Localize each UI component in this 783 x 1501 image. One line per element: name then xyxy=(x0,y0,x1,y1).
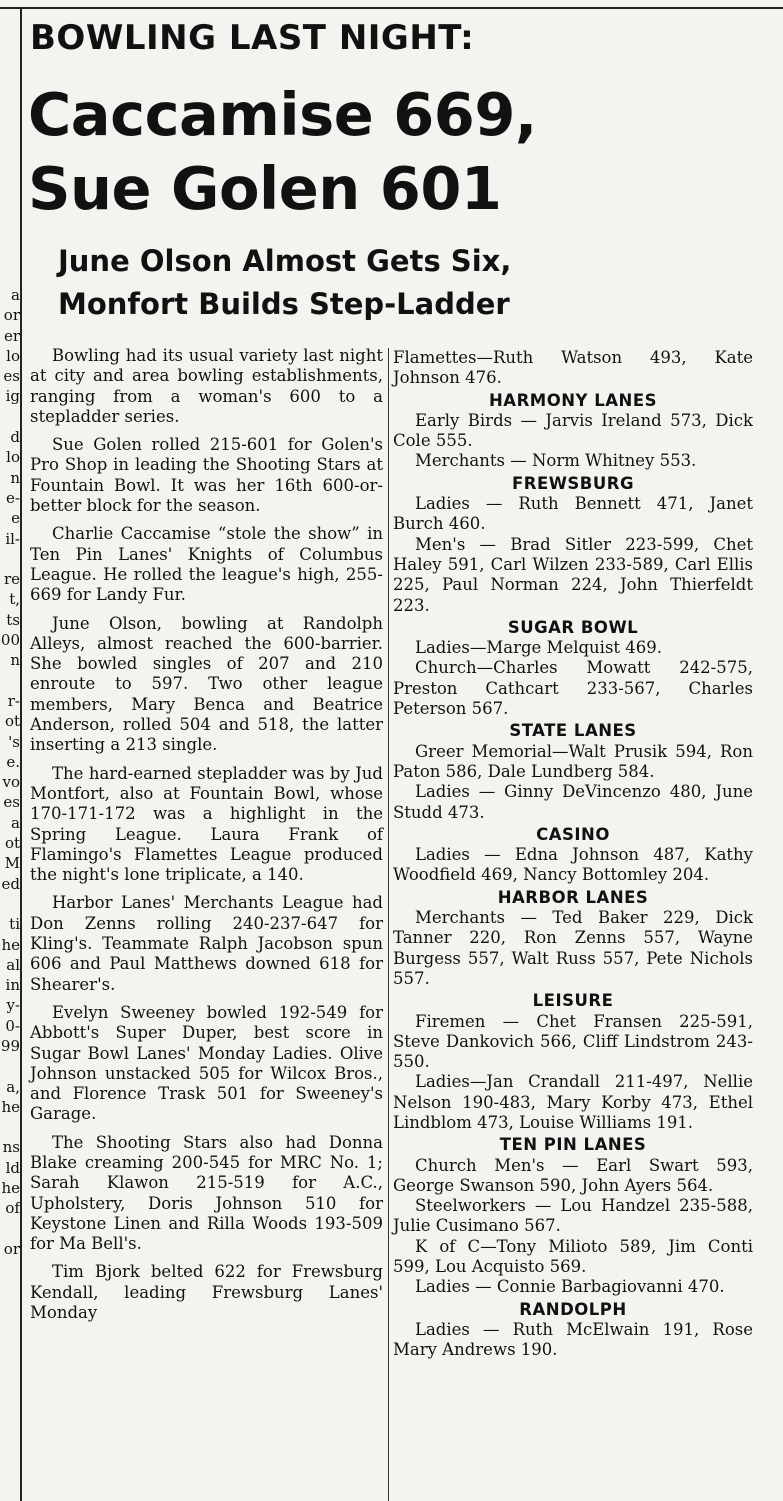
fragment-text: a xyxy=(11,813,20,832)
fragment-text: 0- xyxy=(5,1016,20,1035)
fragment-text: 00 xyxy=(0,631,20,650)
fragment-text xyxy=(0,1056,20,1076)
section-heading: TEN PIN LANES xyxy=(499,1135,647,1155)
fragment-text: es xyxy=(3,793,20,812)
fragment-text: 's xyxy=(8,732,20,751)
fragment-text: d xyxy=(10,428,20,447)
fragment-text xyxy=(0,671,20,691)
fragment-text: a xyxy=(11,286,20,304)
fragment-text xyxy=(0,1219,20,1239)
subheadline-line: June Olson Almost Gets Six, xyxy=(58,244,512,278)
section-heading: FREWSBURG xyxy=(511,473,635,493)
fragment-text: il- xyxy=(5,529,20,548)
fragment-text xyxy=(0,549,20,569)
results-line: Early Birds — Jarvis Ireland 573, Dick Cole 555. xyxy=(393,410,753,451)
results-line: Greer Memorial—Walt Prusik 594, Ron Paton 586, Dale Lundberg 584. xyxy=(393,741,753,781)
fragment-text: or xyxy=(3,1239,20,1258)
fragment-text: n xyxy=(10,651,20,670)
fragment-text: of xyxy=(5,1199,20,1218)
fragment-text: vo xyxy=(2,773,20,792)
fragment-text: es xyxy=(3,367,20,386)
fragment-text: ti xyxy=(9,915,20,934)
results-line: Firemen — Chet Fransen 225-591, Steve Dankovich 566, Cliff Lindstrom 243-550. xyxy=(393,1011,753,1072)
column-rule xyxy=(20,9,22,1501)
article-paragraph: Harbor Lanes' Merchants League had Don Zenns rolling 240-237-647 for Kling's. Teammate Ralph Jacobson spun 606 and Paul Matthews downed 618 for Shearer's. xyxy=(30,893,383,994)
article-paragraph: Tim Bjork belted 622 for Frewsburg Kendall, leading Frewsburg Lanes' Monday xyxy=(30,1262,383,1323)
fragment-text: y- xyxy=(6,996,20,1015)
fragment-text: ot xyxy=(4,712,20,731)
section-heading: LEISURE xyxy=(532,991,614,1011)
fragment-text: lo xyxy=(6,448,20,467)
subheadline xyxy=(58,240,511,326)
results-line: Ladies—Jan Crandall 211-497, Nellie Nelson 190-483, Mary Korby 473, Ethel Lindblom 473, Louise Williams 191. xyxy=(393,1072,753,1132)
fragment-text: ts xyxy=(6,610,20,629)
fragment-text: e. xyxy=(6,752,20,771)
article-paragraph: Bowling had its usual variety last night at city and area bowling establishments, ranging from a woman's 600 to a stepladder series. xyxy=(30,346,383,426)
fragment-text: r- xyxy=(7,691,20,710)
article-column-1 xyxy=(30,346,383,1323)
section-heading: RANDOLPH xyxy=(519,1299,627,1319)
fragment-text: t, xyxy=(9,590,20,609)
fragment-text: ns xyxy=(2,1138,20,1157)
fragment-text: e- xyxy=(6,488,20,507)
fragment-text: lo xyxy=(6,346,20,365)
fragment-text: he xyxy=(1,1179,20,1198)
adjacent-column-fragments xyxy=(0,285,20,1259)
fragment-text: M xyxy=(4,854,20,873)
fragment-text: he xyxy=(1,1097,20,1116)
fragment-text: he xyxy=(1,935,20,954)
fragment-text xyxy=(0,894,20,914)
results-line: Ladies—Marge Melquist 469. xyxy=(415,638,663,658)
fragment-text: a, xyxy=(6,1077,20,1096)
article-paragraph: Sue Golen rolled 215-601 for Golen's Pro Shop in leading the Shooting Stars at Fountain Bowl. It was her 16th 600-or-better block for the season. xyxy=(30,435,383,516)
fragment-text: ig xyxy=(5,387,20,406)
results-line: Ladies — Ruth Bennett 471, Janet Burch 460. xyxy=(393,494,753,534)
results-line: Ladies — Ruth McElwain 191, Rose Mary Andrews 190. xyxy=(393,1319,753,1360)
results-line: K of C—Tony Milioto 589, Jim Conti 599, Lou Acquisto 569. xyxy=(393,1236,753,1277)
fragment-text: ed xyxy=(1,874,20,893)
results-line: Ladies — Ginny DeVincenzo 480, June Studd 473. xyxy=(393,782,753,822)
fragment-text: er xyxy=(3,326,20,345)
fragment-text: ot xyxy=(4,834,20,853)
article-paragraph: Evelyn Sweeney bowled 192-549 for Abbott's Super Duper, best score in Sugar Bowl Lanes' Monday Ladies. Olive Johnson unstacked 505 for Wilcox Bros., and Florence Trask 501 for Sweeney's Garage. xyxy=(30,1002,383,1124)
fragment-text: n xyxy=(10,468,20,487)
fragment-text xyxy=(0,407,20,427)
section-heading: SUGAR BOWL xyxy=(507,617,639,637)
headline xyxy=(28,78,537,226)
fragment-text: or xyxy=(3,306,20,325)
results-line: Men's — Brad Sitler 223-599, Chet Haley 591, Carl Wilzen 233-589, Carl Ellis 225, Paul Norman 224, John Thierfeldt 223. xyxy=(393,534,753,615)
results-line: Ladies — Edna Johnson 487, Kathy Woodfield 469, Nancy Bottomley 204. xyxy=(393,845,753,885)
section-heading: CASINO xyxy=(536,824,610,844)
article-paragraph: The hard-earned stepladder was by Jud Montfort, also at Fountain Bowl, whose 170-171-172 was a highlight in the Spring League. Laura Frank of Flamingo's Flamettes League produced the night's lone triplicate, a 140. xyxy=(30,763,383,885)
article-paragraph: Charlie Caccamise “stole the show” in Ten Pin Lanes' Knights of Columbus League. He rolled the league's high, 255-669 for Landy Fur. xyxy=(30,524,383,605)
results-line: Merchants — Norm Whitney 553. xyxy=(415,451,697,471)
results-line: Merchants — Ted Baker 229, Dick Tanner 220, Ron Zenns 557, Wayne Burgess 557, Walt Russ 557, Pete Nichols 557. xyxy=(393,908,753,988)
section-heading: HARBOR LANES xyxy=(497,887,649,907)
results-line: Steelworkers — Lou Handzel 235-588, Julie Cusimano 567. xyxy=(393,1196,753,1236)
results-line: Flamettes—Ruth Watson 493, Kate Johnson 476. xyxy=(393,348,753,388)
article-column-2 xyxy=(393,348,753,1361)
kicker: BOWLING LAST NIGHT: xyxy=(30,18,475,58)
fragment-text: al xyxy=(6,955,20,974)
section-heading: STATE LANES xyxy=(509,721,637,741)
subheadline-line: Monfort Builds Step-Ladder xyxy=(58,287,510,321)
headline-line: Sue Golen 601 xyxy=(28,154,502,223)
fragment-text xyxy=(0,1117,20,1137)
column-divider xyxy=(388,348,389,1501)
headline-line: Caccamise 669, xyxy=(28,80,537,149)
results-line: Church Men's — Earl Swart 593, George Swanson 590, John Ayers 564. xyxy=(393,1155,753,1195)
fragment-text: e xyxy=(11,509,20,528)
results-line: Ladies — Connie Barbagiovanni 470. xyxy=(415,1277,725,1297)
fragment-text: ld xyxy=(5,1158,20,1177)
results-line: Church—Charles Mowatt 242-575, Preston Cathcart 233-567, Charles Peterson 567. xyxy=(393,658,753,719)
article-paragraph: June Olson, bowling at Randolph Alleys, almost reached the 600-barrier. She bowled singles of 207 and 210 enroute to 597. Two other league members, Mary Benca and Beatrice Anderson, rolled 504 and 518, the latter inserting a 213 single. xyxy=(30,613,383,755)
top-rule xyxy=(0,7,783,9)
fragment-text: 99 xyxy=(0,1036,20,1055)
fragment-text: re xyxy=(3,570,20,589)
fragment-text: in xyxy=(5,976,20,995)
section-heading: HARMONY LANES xyxy=(489,390,657,410)
article-paragraph: The Shooting Stars also had Donna Blake creaming 200-545 for MRC No. 1; Sarah Klawon 215-519 for A.C., Upholstery, Doris Johnson 510 for Keystone Linen and Rilla Woods 193-509 for Ma Bell's. xyxy=(30,1132,383,1254)
